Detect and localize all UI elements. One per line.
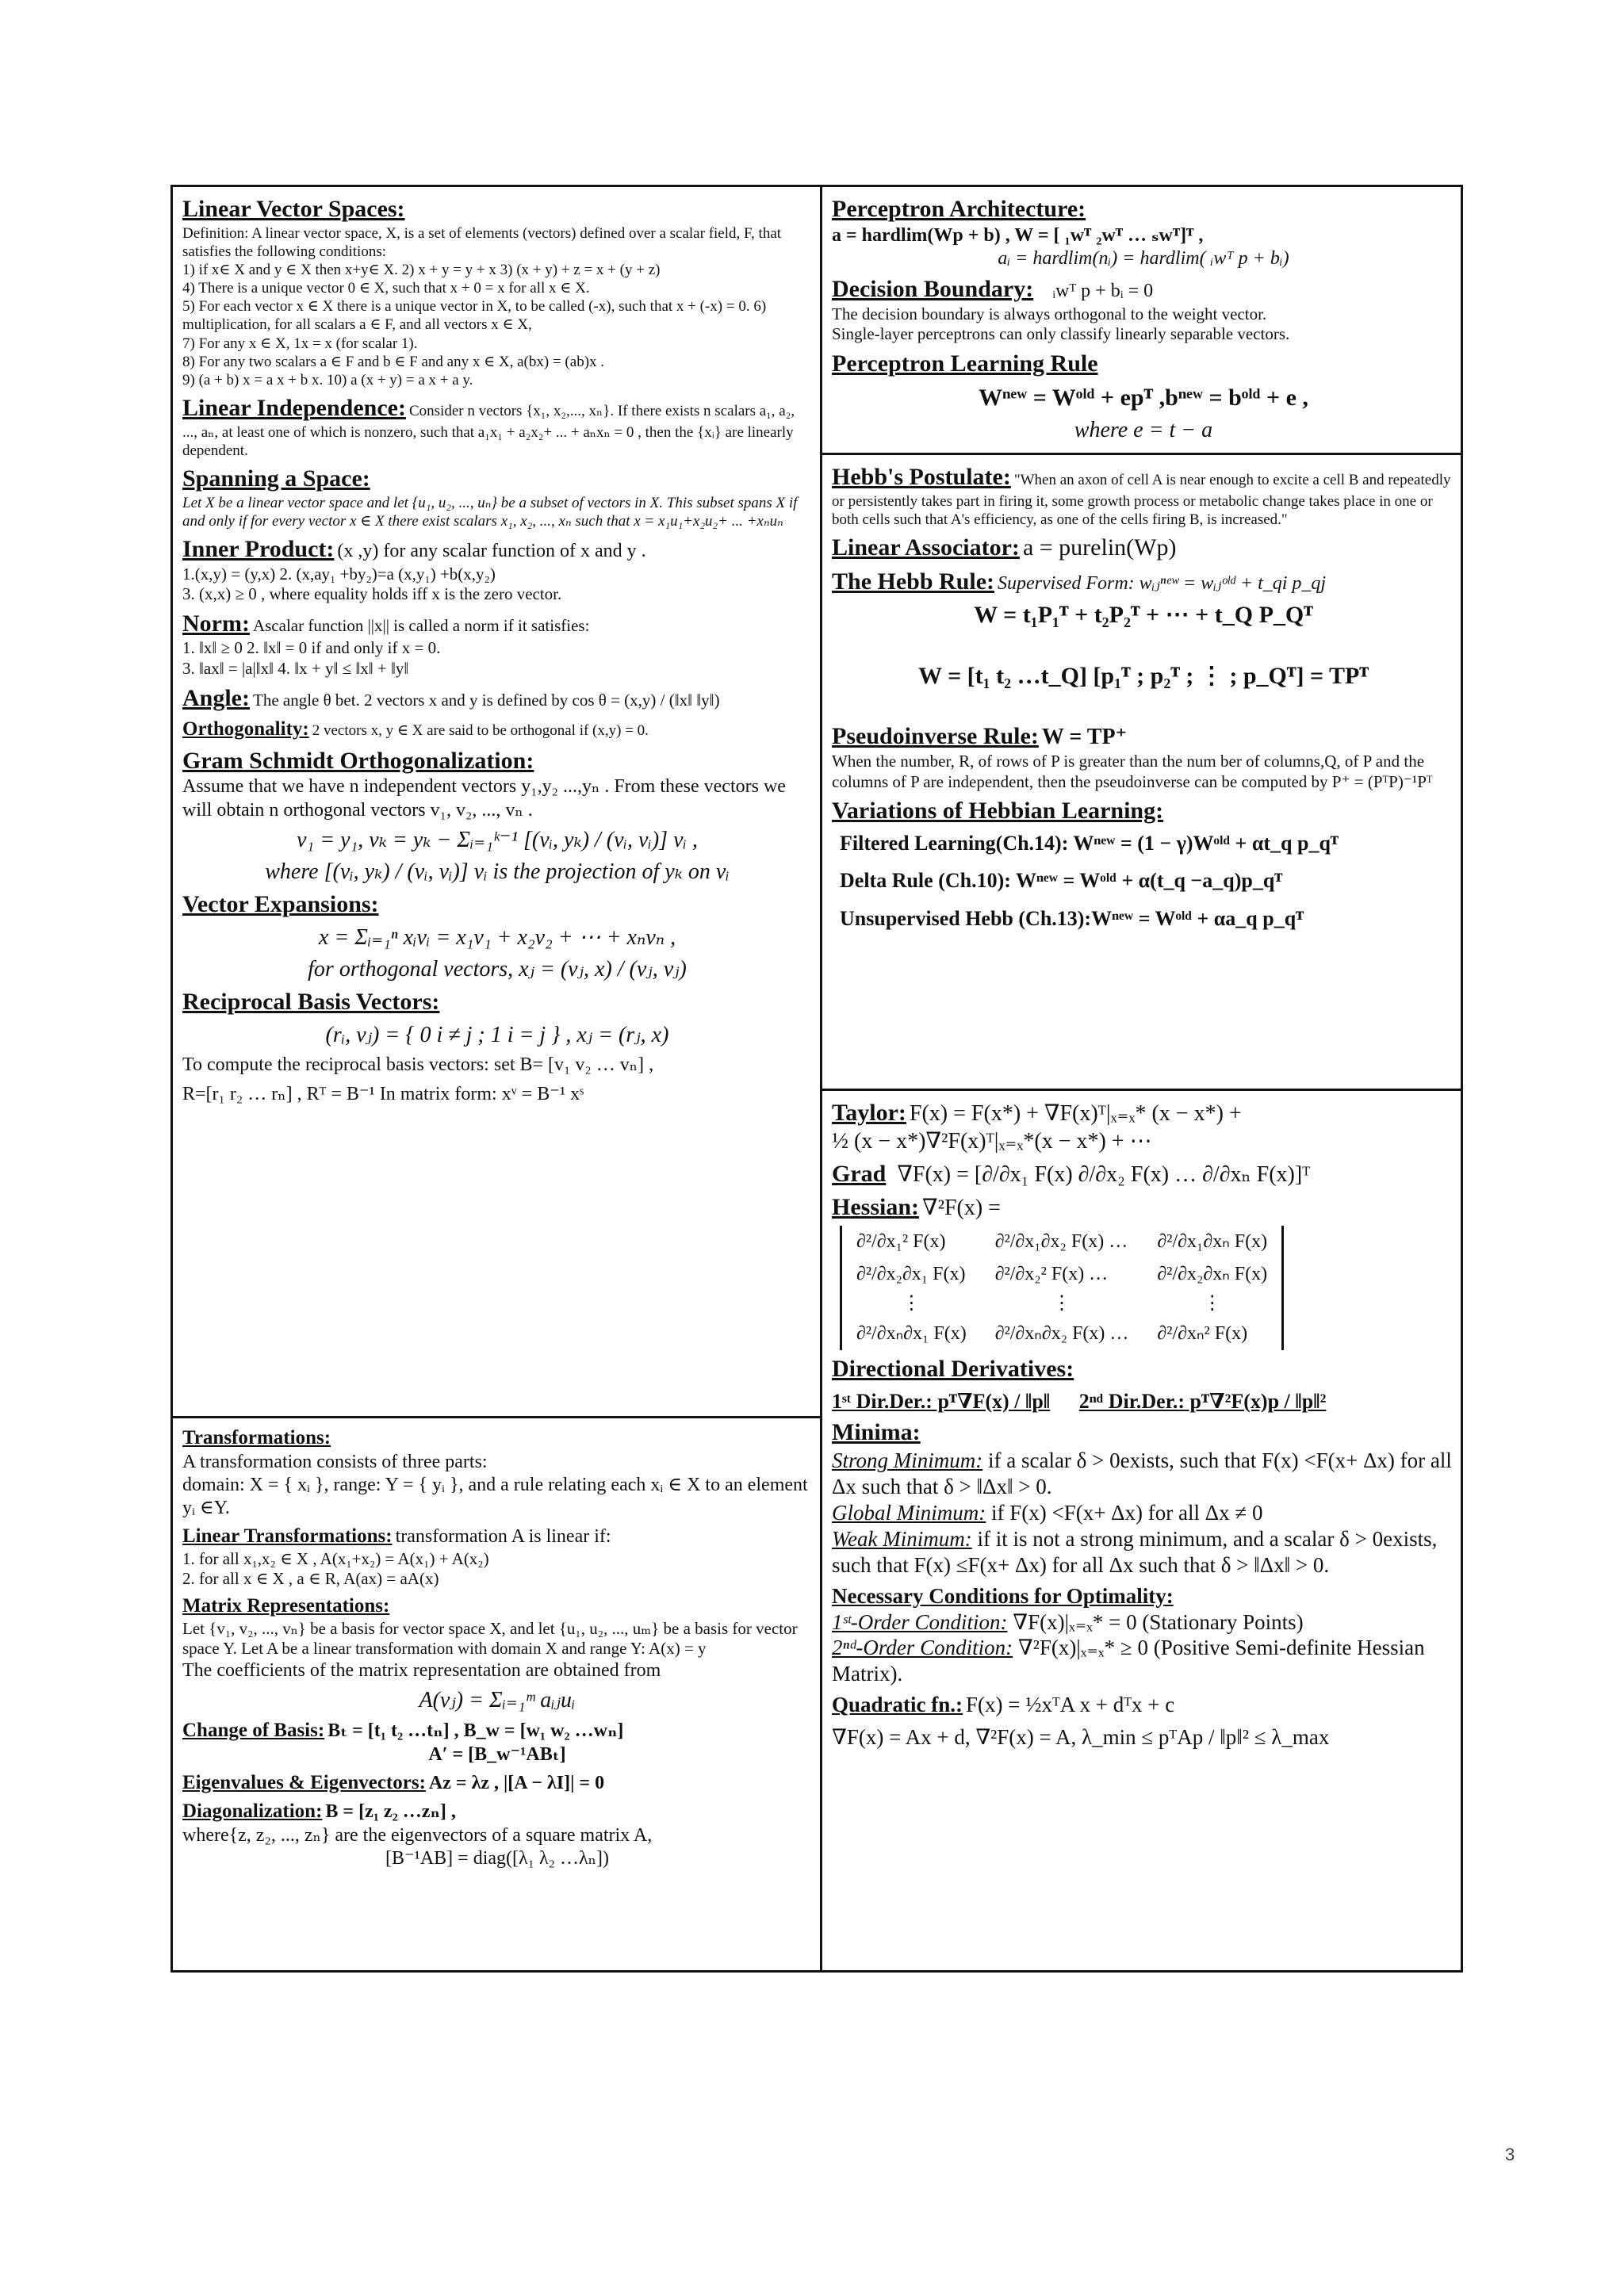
section-variations — [832, 797, 1455, 932]
hessian-row — [841, 1226, 1283, 1258]
linear-transformations-line-2: 2. for all x ∈ X , a ∈ R, A(ax) = aA(x) — [182, 1569, 439, 1589]
heading-spanning: Spanning a Space: — [182, 465, 370, 492]
heading-norm: Norm: — [182, 610, 250, 637]
heading-perceptron-rule: Perceptron Learning Rule — [832, 350, 1098, 377]
heading-taylor: Taylor: — [832, 1100, 906, 1126]
orthogonal-coefficient: for orthogonal vectors, xⱼ = (vⱼ, x) / (vⱼ, vⱼ) — [308, 956, 687, 982]
change-of-basis-formula: A′ = [B_w⁻¹ABₜ] — [428, 1743, 566, 1765]
spanning-text: Let X be a linear vector space and let {u₁, u₂, ..., uₙ} be a subset of vectors in X. This subset spans X if and only if for every vector x ∈ X there exist scalars x₁, x₂, ..., xₙ such that x = x₁u₁+x₂u₂+ ... +xₙuₙ — [182, 494, 798, 530]
hessian-formula: ∇²F(x) = — [922, 1196, 1001, 1221]
heading-diagonalization: Diagonalization: — [182, 1800, 323, 1823]
quadratic-formula: F(x) = ½xᵀA x + dᵀx + c — [966, 1693, 1175, 1717]
page-number: 3 — [1505, 2145, 1515, 2164]
transformations-line-1: A transformation consists of three parts: — [182, 1451, 488, 1472]
pseudoinverse-text: When the number, R, of rows of P is greater than the num ber of columns,Q, of P and the columns of P are independent, then the pseudoinverse can be computed by P⁺ = (PᵀP)⁻¹Pᵀ — [832, 751, 1433, 791]
weak-minimum — [832, 1526, 1455, 1578]
section-linear-associator — [832, 534, 1455, 563]
hessian-cell: ∂²/∂x₁² F(x) — [856, 1230, 946, 1252]
first-order-text: ∇F(x)|ₓ₌ₓ* = 0 (Stationary Points) — [1013, 1609, 1304, 1634]
norm-line-2: 3. ‖ax‖ = |a|‖x‖ 4. ‖x + y‖ ≤ ‖x‖ + ‖y‖ — [182, 659, 409, 679]
decision-boundary-formula: ᵢwᵀ p + bᵢ = 0 — [1052, 281, 1154, 302]
condition-7: 7) For any x ∈ X, 1x = x (for scalar 1). — [182, 335, 418, 352]
section-perceptron-rule — [832, 350, 1455, 444]
strong-minimum — [832, 1448, 1455, 1500]
section-norm — [182, 610, 812, 679]
variation-delta: Delta Rule (Ch.10): Wⁿᵉʷ = Wᵒˡᵈ + α(t_q −a_q)p_qᵀ — [840, 869, 1283, 893]
strong-minimum-label: Strong Minimum: — [832, 1448, 983, 1472]
condition-9: 9) (a + b) x = a x + b x. 10) a (x + y) = a x + a y. — [182, 371, 473, 388]
heading-variations: Variations of Hebbian Learning: — [832, 798, 1164, 825]
reciprocal-matrix: R=[r₁ r₂ … rₙ] , Rᵀ = B⁻¹ In matrix form: xᵛ = B⁻¹ xˢ — [182, 1084, 584, 1105]
heading-hebb-rule: The Hebb Rule: — [832, 568, 995, 595]
gram-schmidt-formula: v₁ = y₁, vₖ = yₖ − Σᵢ₌₁ᵏ⁻¹ [(vᵢ, yₖ) / (vᵢ, vᵢ)] vᵢ , — [297, 827, 698, 852]
section-hessian — [832, 1193, 1455, 1350]
section-perceptron — [832, 195, 1455, 270]
section-hebb-postulate — [832, 463, 1455, 529]
heading-vector-expansions: Vector Expansions: — [182, 891, 379, 918]
quadratic-grad: ∇F(x) = Ax + d, ∇²F(x) = A, λ_min ≤ pᵀAp / ‖p‖² ≤ λ_max — [832, 1725, 1330, 1750]
right-panel-top — [822, 187, 1463, 453]
perceptron-rule-where: where e = t − a — [1074, 418, 1213, 443]
section-hebb-rule — [832, 568, 1455, 691]
global-minimum-label: Global Minimum: — [832, 1500, 986, 1525]
matrix-representations-text: Let {v₁, v₂, ..., vₙ} be a basis for vector space X, and let {u₁, u₂, ..., uₘ} be a basis for vector space Y. Let A be a linear transformation with domain X and range Y: A(x) = y — [182, 1618, 798, 1659]
heading-inner-product: Inner Product: — [182, 536, 335, 563]
section-linear-vector-spaces — [182, 195, 812, 389]
heading-grad: Grad — [832, 1160, 887, 1187]
section-grad — [832, 1160, 1455, 1189]
heading-hessian: Hessian: — [832, 1194, 920, 1221]
linear-independence-text: Consider n vectors {x₁, x₂,..., xₙ}. If there exists n scalars a₁, a₂, ..., aₙ, at least one of which is nonzero, such that a₁x₁ + a₂x₂+ ... + aₙxₙ = 0 , then the {xᵢ} are linearly dependent. — [182, 403, 795, 459]
heading-decision-boundary: Decision Boundary: — [832, 276, 1034, 303]
diagonalization-where: where{z, z₂, ..., zₙ} are the eigenvectors of a square matrix A, — [182, 1824, 653, 1846]
section-quadratic — [832, 1692, 1455, 1751]
hessian-row — [841, 1291, 1283, 1317]
left-panel-bottom — [173, 1418, 820, 1975]
section-orthogonality — [182, 718, 812, 742]
hessian-cell: ⋮ — [1052, 1293, 1072, 1314]
perceptron-rule-formula: Wⁿᵉʷ = Wᵒˡᵈ + epᵀ ,bⁿᵉʷ = bᵒˡᵈ + e , — [979, 384, 1308, 411]
heading-linear-associator: Linear Associator: — [832, 534, 1020, 561]
section-diagonalization — [182, 1800, 812, 1870]
hessian-cell: ∂²/∂xₙ² F(x) — [1157, 1322, 1248, 1344]
hessian-row — [841, 1258, 1283, 1291]
variation-filtered: Filtered Learning(Ch.14): Wⁿᵉʷ = (1 − γ)Wᵒˡᵈ + αt_q p_qᵀ — [840, 831, 1339, 855]
reciprocal-formula: (rᵢ, vⱼ) = { 0 i ≠ j ; 1 i = j } , xⱼ = (rⱼ, x) — [325, 1022, 669, 1047]
diagonalization-formula: [B⁻¹AB] = diag([λ₁ λ₂ …λₙ]) — [385, 1848, 610, 1869]
condition-4: 4) There is a unique vector 0 ∈ X, such that x + 0 = x for all x ∈ X. — [182, 280, 590, 297]
gram-schmidt-where: where [(vᵢ, yₖ) / (vᵢ, vᵢ)] vᵢ is the projection of yₖ on vᵢ — [265, 859, 730, 885]
angle-text: The angle θ bet. 2 vectors x and y is defined by cos θ = (x,y) / (‖x‖ ‖y‖) — [253, 690, 720, 710]
second-directional-derivative: 2ⁿᵈ Dir.Der.: pᵀ∇²F(x)p / ‖p‖² — [1078, 1389, 1327, 1413]
global-minimum-text: if F(x) <F(x+ Δx) for all Δx ≠ 0 — [990, 1500, 1263, 1525]
weak-minimum-text: if it is not a strong minimum, and a scalar δ > 0exists, such that F(x) ≤F(x+ Δx) for all Δx such that δ > ‖Δx‖ > 0. — [832, 1526, 1438, 1577]
matrix-representations-coeff: The coefficients of the matrix representation are obtained from — [182, 1659, 661, 1681]
section-decision-boundary — [832, 275, 1455, 345]
reciprocal-compute: To compute the reciprocal basis vectors: set B= [v₁ v₂ … vₙ] , — [182, 1054, 654, 1075]
inner-product-line-1: 1.(x,y) = (y,x) 2. (x,ay₁ +by₂)=a (x,y₁) +b(x,y₂) — [182, 564, 496, 584]
section-taylor — [832, 1099, 1455, 1155]
hessian-matrix — [840, 1226, 1284, 1350]
heading-linear-transformations: Linear Transformations: — [182, 1525, 393, 1548]
section-change-of-basis — [182, 1719, 812, 1766]
first-order-condition — [832, 1609, 1455, 1636]
hebb-postulate-text: "When an axon of cell A is near enough to excite a cell B and repeatedly or persistently takes part in firing it, some growth process or metabolic change takes place in one or both cells such that A's efficiency, as one of the cells firing B, is increased." — [832, 472, 1451, 528]
left-panel-top — [173, 187, 820, 1416]
second-order-condition — [832, 1635, 1455, 1687]
heading-gram-schmidt: Gram Schmidt Orthogonalization: — [182, 747, 534, 774]
second-order-text: ∇²F(x)|ₓ₌ₓ* ≥ 0 (Positive Semi-definite Hessian Matrix). — [832, 1636, 1425, 1686]
inner-product-text: (x ,y) for any scalar function of x and y . — [337, 541, 646, 562]
heading-angle: Angle: — [182, 684, 250, 711]
hessian-cell: ∂²/∂x₁∂x₂ F(x) … — [994, 1230, 1128, 1252]
hessian-cell: ∂²/∂x₂∂x₁ F(x) — [856, 1264, 966, 1285]
linear-transformations-text: transformation A is linear if: — [395, 1526, 611, 1548]
hessian-cell: ∂²/∂xₙ∂x₂ F(x) … — [994, 1322, 1129, 1344]
second-order-label: 2ⁿᵈ-Order Condition: — [832, 1636, 1013, 1660]
section-angle — [182, 684, 812, 714]
eigen-text: Az = λz , |[A − λI]| = 0 — [428, 1772, 605, 1793]
heading-directional: Directional Derivatives: — [832, 1356, 1074, 1382]
variation-unsupervised: Unsupervised Hebb (Ch.13):Wⁿᵉʷ = Wᵒˡᵈ + αa_q p_qᵀ — [840, 907, 1304, 931]
section-transformations — [182, 1426, 812, 1520]
directional-line — [832, 1389, 1455, 1414]
heading-linear-independence: Linear Independence: — [182, 395, 406, 422]
hessian-cell: ∂²/∂x₂∂xₙ F(x) — [1157, 1264, 1268, 1285]
hebb-rule-text: Supervised Form: wᵢⱼⁿᵉʷ = wᵢⱼᵒˡᵈ + t_qi p_qj — [998, 572, 1327, 594]
heading-matrix-representations: Matrix Representations: — [182, 1595, 390, 1617]
hessian-cell: ∂²/∂xₙ∂x₁ F(x) — [856, 1322, 967, 1344]
gram-schmidt-text: Assume that we have n independent vectors y₁,y₂ ...,yₙ . From these vectors we will obtain n orthogonal vectors v₁, v₂, ..., vₙ . — [182, 776, 786, 821]
decision-boundary-line-1: The decision boundary is always orthogonal to the weight vector. — [832, 304, 1267, 323]
section-inner-product — [182, 535, 812, 605]
heading-hebb-postulate: Hebb's Postulate: — [832, 464, 1011, 490]
change-of-basis-text: Bₜ = [t₁ t₂ …tₙ] , B_w = [w₁ w₂ …wₙ] — [327, 1720, 624, 1742]
section-matrix-representations — [182, 1594, 812, 1714]
section-reciprocal — [182, 988, 812, 1106]
strong-minimum-text: if a scalar δ > 0exists, such that F(x) <F(x+ Δx) for all Δx such that δ > ‖Δx‖ > 0. — [832, 1448, 1452, 1498]
heading-quadratic: Quadratic fn.: — [832, 1693, 963, 1717]
matrix-representations-formula: A(vⱼ) = Σᵢ₌₁ᵐ aᵢⱼuᵢ — [419, 1688, 576, 1712]
section-minima — [832, 1418, 1455, 1578]
heading-pseudoinverse: Pseudoinverse Rule: — [832, 723, 1039, 750]
hebb-rule-formula-2: W = [t₁ t₂ …t_Q] [p₁ᵀ ; p₂ᵀ ; ⋮ ; p_Qᵀ] = TPᵀ — [918, 662, 1369, 689]
section-spanning — [182, 465, 812, 530]
section-pseudoinverse — [832, 722, 1455, 792]
weak-minimum-label: Weak Minimum: — [832, 1526, 972, 1551]
pseudoinverse-formula: W = TP⁺ — [1041, 725, 1128, 750]
section-directional — [832, 1355, 1455, 1414]
right-panel-bottom — [822, 1091, 1463, 1975]
section-eigen — [182, 1771, 812, 1796]
formula-sheet — [170, 185, 1463, 1973]
taylor-line-2: ½ (x − x*)∇²F(x)ᵀ|ₓ₌ₓ*(x − x*) + ⋯ — [832, 1128, 1152, 1154]
heading-transformations: Transformations: — [182, 1427, 331, 1448]
perceptron-line-1: a = hardlim(Wp + b) , W = [ ₁wᵀ ₂wᵀ … ₛwᵀ]ᵀ , — [832, 224, 1204, 246]
heading-optimality: Necessary Conditions for Optimality: — [832, 1583, 1174, 1608]
section-optimality — [832, 1583, 1455, 1688]
section-linear-independence — [182, 394, 812, 460]
hessian-row — [841, 1318, 1283, 1350]
orthogonality-text: 2 vectors x, y ∈ X are said to be orthogonal if (x,y) = 0. — [312, 722, 649, 740]
heading-orthogonality: Orthogonality: — [182, 718, 309, 740]
vector-expansion-formula: x = Σᵢ₌₁ⁿ xᵢvᵢ = x₁v₁ + x₂v₂ + ⋯ + xₙvₙ , — [318, 924, 676, 950]
diagonalization-text: B = [z₁ z₂ …zₙ] , — [325, 1801, 456, 1823]
condition-8: 8) For any two scalars a ∈ F and b ∈ F and any x ∈ X, a(bx) = (ab)x . — [182, 353, 605, 370]
hessian-cell: ∂²/∂x₁∂xₙ F(x) — [1157, 1230, 1268, 1252]
right-panel-middle — [822, 455, 1463, 1089]
hessian-cell: ⋮ — [1202, 1293, 1222, 1314]
heading-perceptron: Perceptron Architecture: — [832, 196, 1086, 222]
section-linear-transformations — [182, 1525, 812, 1590]
definition-text: Definition: A linear vector space, X, is a set of elements (vectors) defined over a scalar field, F, that satisfies the following conditions: — [182, 224, 782, 260]
heading-reciprocal: Reciprocal Basis Vectors: — [182, 989, 440, 1016]
hessian-cell: ∂²/∂x₂² F(x) … — [994, 1264, 1109, 1285]
taylor-line-1: F(x) = F(x*) + ∇F(x)ᵀ|ₓ₌ₓ* (x − x*) + — [909, 1101, 1242, 1126]
heading-minima: Minima: — [832, 1419, 921, 1446]
norm-text: Ascalar function ||x|| is called a norm if it satisfies: — [252, 615, 590, 635]
heading-linear-vector-spaces: Linear Vector Spaces: — [182, 196, 405, 222]
heading-eigen: Eigenvalues & Eigenvectors: — [182, 1771, 426, 1793]
linear-transformations-line-1: 1. for all x₁,x₂ ∈ X , A(x₁+x₂) = A(x₁) + A(x₂) — [182, 1548, 489, 1568]
first-directional-derivative: 1ˢᵗ Dir.Der.: pᵀ∇F(x) / ‖p‖ — [832, 1389, 1051, 1413]
norm-line-1: 1. ‖x‖ ≥ 0 2. ‖x‖ = 0 if and only if x = 0. — [182, 638, 441, 658]
section-vector-expansions — [182, 890, 812, 983]
inner-product-line-2: 3. (x,x) ≥ 0 , where equality holds iff x is the zero vector. — [182, 584, 562, 604]
linear-associator-formula: a = purelin(Wp) — [1022, 534, 1177, 561]
first-order-label: 1ˢᵗ-Order Condition: — [832, 1609, 1008, 1634]
condition-1: 1) if x∈ X and y ∈ X then x+y∈ X. 2) x + y = y + x 3) (x + y) + z = x + (y + z) — [182, 261, 661, 278]
transformations-line-2: domain: X = { xᵢ }, range: Y = { yᵢ }, and a rule relating each xᵢ ∈ X to an element yᵢ ∈Y. — [182, 1474, 808, 1519]
heading-change-of-basis: Change of Basis: — [182, 1720, 325, 1742]
condition-5: 5) For each vector x ∈ X there is a unique vector in X, to be called (-x), such that x + (-x) = 0. 6) multiplication, for all scalars a ∈ F, and all vectors x ∈ X, — [182, 298, 767, 334]
decision-boundary-line-2: Single-layer perceptrons can only classify linearly separable vectors. — [832, 324, 1290, 344]
hebb-rule-formula-1: W = t₁P₁ᵀ + t₂P₂ᵀ + ⋯ + t_Q P_Qᵀ — [974, 602, 1313, 629]
grad-formula: ∇F(x) = [∂/∂x₁ F(x) ∂/∂x₂ F(x) … ∂/∂xₙ F(x)]ᵀ — [897, 1161, 1311, 1187]
global-minimum — [832, 1500, 1455, 1526]
hessian-cell: ⋮ — [902, 1293, 921, 1314]
section-gram-schmidt — [182, 747, 812, 886]
perceptron-line-2: aᵢ = hardlim(nᵢ) = hardlim( ᵢwᵀ p + bᵢ) — [998, 247, 1289, 269]
